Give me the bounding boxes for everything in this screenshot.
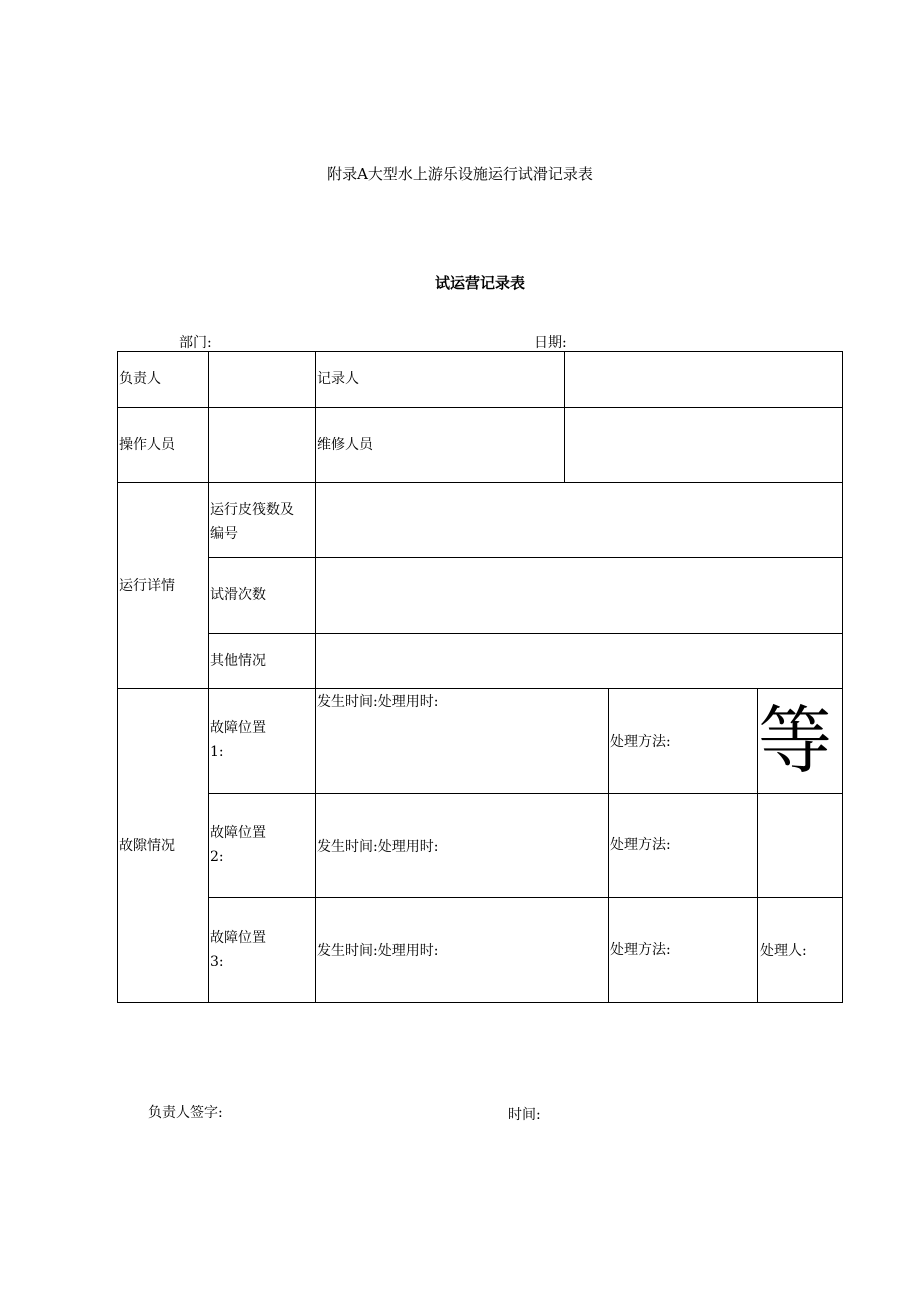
column-divider — [608, 688, 609, 1003]
maintenance-label: 维修人员 — [317, 437, 373, 453]
fault-location-label: 故障位置 — [210, 720, 266, 736]
time-label: 时间: — [508, 1107, 541, 1123]
operation-details-label: 运行详情 — [119, 578, 175, 594]
row-divider — [208, 897, 843, 898]
fault-method-label: 处理方法: — [610, 837, 671, 853]
form-title: 试运营记录表 — [434, 274, 525, 292]
fault-location-number: 2: — [210, 849, 224, 865]
fault-location-number: 3: — [210, 954, 224, 970]
fault-time-label: 发生时间:处理用时: — [317, 694, 439, 710]
column-divider — [564, 351, 565, 483]
recorder-label: 记录人 — [317, 371, 359, 387]
fault-method-label: 处理方法: — [610, 942, 671, 958]
operator-label: 操作人员 — [119, 437, 175, 453]
fault-location-label: 故障位置 — [210, 825, 266, 841]
row-divider — [117, 688, 843, 689]
responsible-label: 负责人 — [119, 371, 161, 387]
appendix-title: 附录A大型水上游乐设施运行试滑记录表 — [327, 165, 593, 183]
column-divider — [315, 351, 316, 1003]
rafts-label-line1: 运行皮筏数及 — [210, 502, 294, 518]
fault-location-number: 1: — [210, 744, 224, 760]
rafts-label-line2: 编号 — [210, 526, 238, 542]
column-divider — [208, 351, 209, 1003]
trial-runs-label: 试滑次数 — [210, 587, 266, 603]
fault-handler-label: 处理人: — [760, 943, 807, 959]
fault-time-label: 发生时间:处理用时: — [317, 943, 439, 959]
signature-label: 负责人签字: — [148, 1105, 223, 1121]
row-divider — [117, 482, 843, 483]
row-divider — [208, 793, 843, 794]
fault-location-label: 故障位置 — [210, 930, 266, 946]
other-situation-label: 其他情况 — [210, 653, 266, 669]
table-border-left — [117, 351, 118, 1003]
fault-time-label: 发生时间:处理用时: — [317, 839, 439, 855]
row-divider — [208, 557, 843, 558]
table-border-bottom — [117, 1002, 843, 1003]
date-label: 日期: — [534, 335, 567, 351]
row-divider — [117, 407, 843, 408]
fault-situation-label: 故隙情况 — [119, 838, 175, 854]
table-border-top — [117, 351, 843, 352]
row-divider — [208, 633, 843, 634]
fault-method-label: 处理方法: — [610, 734, 671, 750]
department-label: 部门: — [179, 335, 212, 351]
large-glyph: 等 — [758, 698, 832, 784]
table-border-right — [842, 351, 843, 1003]
